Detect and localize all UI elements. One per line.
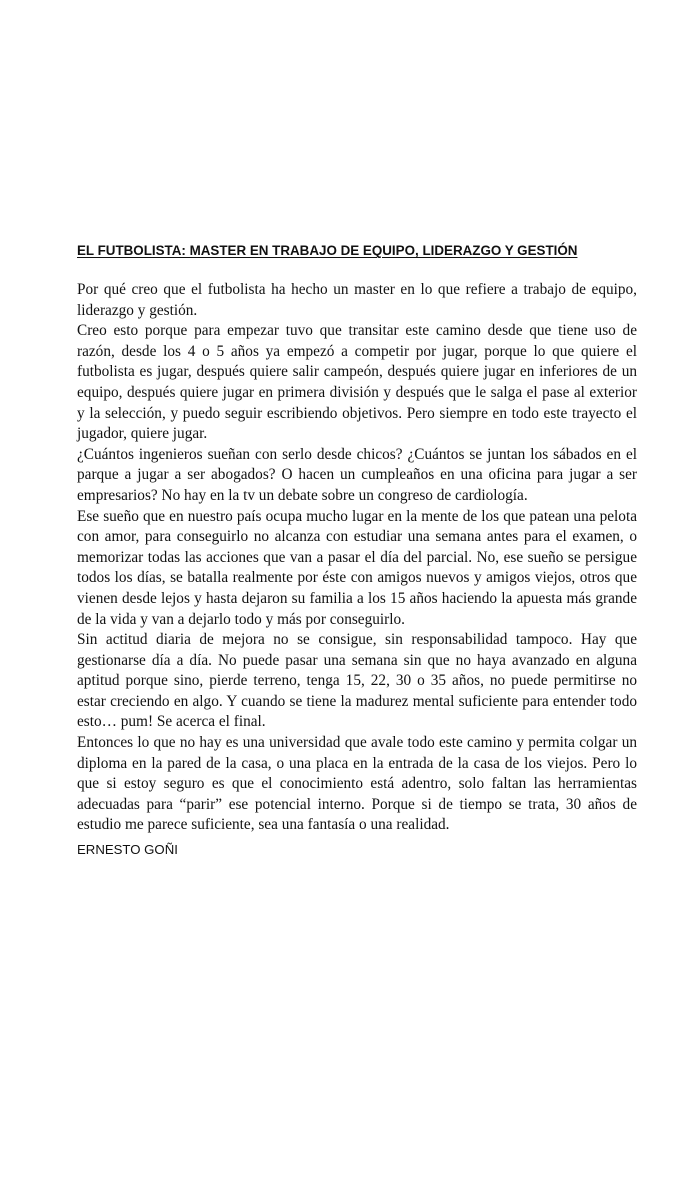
paragraph: Ese sueño que en nuestro país ocupa mucho lugar en la mente de los que patean una pelota con amor, para conseguirlo no alcanza con estudiar una semana antes para el examen, o memorizar todas las acciones que van a pasar el día del parcial. No, ese sueño se persigue todos los días, se batalla realmente por éste con amigos nuevos y amigos viejos, otros que vienen desde lejos y hasta dejaron su familia a los 15 años haciendo la apuesta más grande de la vida y van a dejarlo todo y más por conseguirlo. — [77, 507, 637, 628]
paragraph: Sin actitud diaria de mejora no se consigue, sin responsabilidad tampoco. Hay que gestionarse día a día. No puede pasar una semana sin que no haya avanzado en alguna aptitud porque sino, pierde terreno, tenga 15, 22, 30 o 35 años, no puede permitirse no estar creciendo en algo. Y cuando se tiene la madurez mental suficiente para entender todo esto… pum! Se acerca el final. — [77, 631, 637, 731]
author-signature: ERNESTO GOÑI — [77, 842, 178, 857]
paragraph: Entonces lo que no hay es una universidad que avale todo este camino y permita colgar un diploma en la pared de la casa, o una placa en la entrada de la casa de los viejos. Pero lo que si estoy seguro es que el conocimiento está adentro, solo faltan las herramientas adecuadas para “parir” ese potencial interno. Porque si de tiempo se trata, 30 años de estudio me parece suficiente, sea una fantasía o una realidad. — [77, 734, 637, 834]
document-title: EL FUTBOLISTA: MASTER EN TRABAJO DE EQUIPO, LIDERAZGO Y GESTIÓN — [77, 243, 578, 258]
paragraph: Creo esto porque para empezar tuvo que transitar este camino desde que tiene uso de razón, desde los 4 o 5 años ya empezó a competir por jugar, porque lo que quiere el futbolista es jugar, después quiere salir campeón, después quiere jugar en inferiores de un equipo, después quiere jugar en primera división y después que le salga el pase al exterior y la selección, y puedo seguir escribiendo objetivos. Pero siempre en todo este trayecto el jugador, quiere jugar. — [77, 322, 637, 443]
paragraph: Por qué creo que el futbolista ha hecho un master en lo que refiere a trabajo de equipo, liderazgo y gestión. — [77, 281, 637, 319]
document-body — [77, 280, 637, 836]
paragraph: ¿Cuántos ingenieros sueñan con serlo desde chicos? ¿Cuántos se juntan los sábados en el parque a jugar a ser abogados? O hacen un cumpleaños en una oficina para jugar a ser empresarios? No hay en la tv un debate sobre un congreso de cardiología. — [77, 445, 637, 504]
